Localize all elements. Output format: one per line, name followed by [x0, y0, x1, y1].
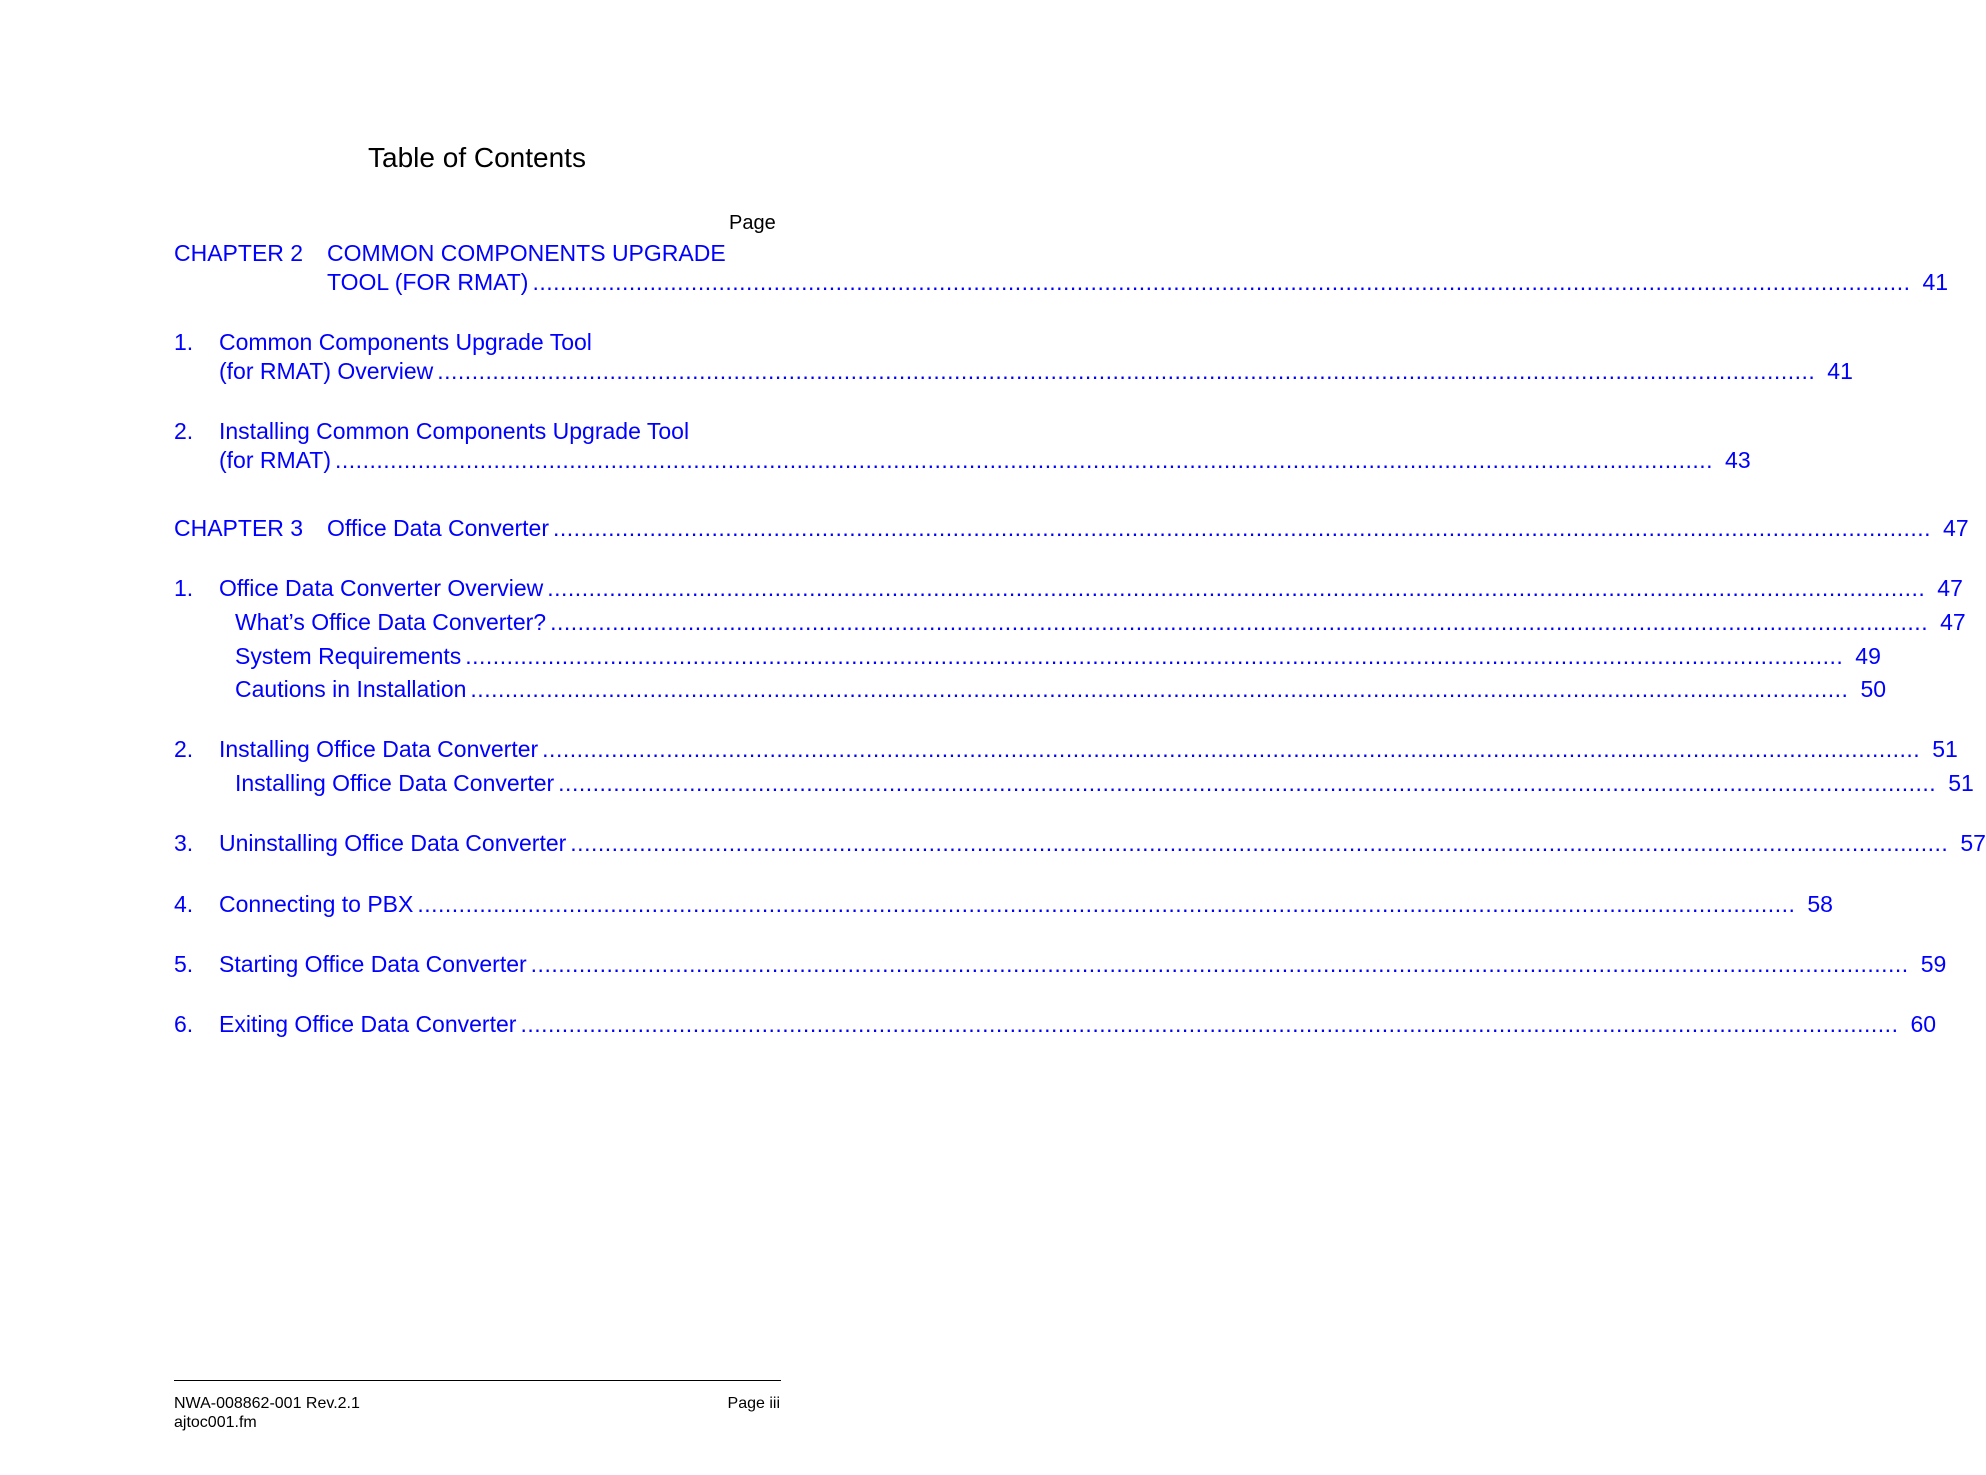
toc-section-ch2-2-line2[interactable]: [0, 445, 1751, 475]
dot-leader: ........................................................................................................................................................................................................: [437, 358, 1816, 384]
page-number: 41: [1827, 358, 1853, 384]
dot-leader: ........................................................................................................................................................................................................: [547, 575, 1926, 601]
page-number: 58: [1807, 891, 1833, 917]
dot-leader: ........................................................................................................................................................................................................: [465, 643, 1844, 669]
toc-section-ch2-1-line1[interactable]: [174, 327, 874, 357]
section-number: 1.: [174, 329, 194, 355]
dot-leader: ........................................................................................................................................................................................................: [470, 676, 1849, 702]
dot-leader: ........................................................................................................................................................................................................: [335, 447, 1714, 473]
footer-doc-number: NWA-008862-001 Rev.2.1: [174, 1395, 360, 1412]
page-title: Table of Contents: [368, 142, 586, 173]
subsection-title: Cautions in Installation: [235, 676, 467, 702]
dot-leader: ........................................................................................................................................................................................................: [550, 609, 1929, 635]
toc-subsection-ch3-1-1[interactable]: [0, 607, 1966, 637]
dot-leader: ........................................................................................................................................................................................................: [570, 830, 1949, 856]
page-column-label: Page: [729, 212, 776, 234]
subsection-title: System Requirements: [235, 643, 462, 669]
toc-section-ch2-1-line2[interactable]: [0, 356, 1853, 386]
toc-section-ch3-1[interactable]: [0, 573, 1963, 603]
dot-leader: ........................................................................................................................................................................................................: [417, 891, 1796, 917]
section-title: Starting Office Data Converter: [219, 951, 527, 977]
chapter-title-line2: TOOL (FOR RMAT): [327, 269, 529, 295]
footer-file-name: ajtoc001.fm: [174, 1414, 257, 1431]
toc-section-ch3-3[interactable]: [0, 828, 1986, 858]
page-number: 60: [1910, 1011, 1937, 1037]
section-number: 6.: [174, 1011, 194, 1037]
footer-rule: [174, 1380, 781, 1381]
toc-section-ch2-2-line1[interactable]: [174, 416, 874, 446]
dot-leader: ........................................................................................................................................................................................................: [532, 269, 1911, 295]
section-number: 2.: [174, 736, 194, 762]
dot-leader: ........................................................................................................................................................................................................: [558, 770, 1937, 796]
page-number: 43: [1725, 447, 1751, 473]
toc-section-ch3-5[interactable]: [0, 949, 1947, 979]
toc-chapter-2-title-line1[interactable]: [327, 238, 726, 268]
section-title: Connecting to PBX: [219, 891, 414, 917]
section-title-line1: Installing Common Components Upgrade Tool: [219, 418, 690, 444]
section-number: 2.: [174, 418, 194, 444]
section-title: Office Data Converter Overview: [219, 575, 544, 601]
section-number: 3.: [174, 830, 194, 856]
toc-section-ch3-4[interactable]: [0, 889, 1833, 919]
section-title-line2: (for RMAT): [219, 447, 332, 473]
section-number: 1.: [174, 575, 194, 601]
toc-subsection-ch3-1-2[interactable]: [0, 641, 1881, 671]
chapter-label: CHAPTER 2: [174, 240, 304, 266]
page-number: 41: [1922, 269, 1949, 295]
chapter-title: Office Data Converter: [327, 515, 550, 541]
section-title: Exiting Office Data Converter: [219, 1011, 517, 1037]
dot-leader: ........................................................................................................................................................................................................: [553, 515, 1932, 541]
dot-leader: ........................................................................................................................................................................................................: [542, 736, 1921, 762]
chapter-label: CHAPTER 3: [174, 515, 304, 541]
toc-subsection-ch3-2-1[interactable]: [0, 768, 1974, 798]
subsection-title: What’s Office Data Converter?: [235, 609, 547, 635]
toc-chapter-2-title-line2[interactable]: [0, 267, 1949, 297]
page-number: 47: [1940, 609, 1966, 635]
section-title-line2: (for RMAT) Overview: [219, 358, 434, 384]
page-number: 47: [1937, 575, 1963, 601]
toc-section-ch3-6[interactable]: [0, 1009, 1937, 1039]
toc-chapter-3[interactable]: [0, 513, 1969, 543]
section-title: Installing Office Data Converter: [219, 736, 539, 762]
section-number: 5.: [174, 951, 194, 977]
page-number: 51: [1948, 770, 1974, 796]
page-number: 51: [1932, 736, 1958, 762]
section-title: Uninstalling Office Data Converter: [219, 830, 567, 856]
subsection-title: Installing Office Data Converter: [235, 770, 555, 796]
page-number: 57: [1960, 830, 1986, 856]
dot-leader: ........................................................................................................................................................................................................: [530, 951, 1909, 977]
page-number: 47: [1943, 515, 1969, 541]
page-number: 49: [1855, 643, 1881, 669]
toc-subsection-ch3-1-3[interactable]: [0, 674, 1887, 704]
toc-section-ch3-2[interactable]: [0, 734, 1958, 764]
section-number: 4.: [174, 891, 194, 917]
page-number: 59: [1920, 951, 1947, 977]
footer-page-label: Page iii: [727, 1395, 780, 1412]
dot-leader: ........................................................................................................................................................................................................: [520, 1011, 1899, 1037]
toc-chapter-2-label[interactable]: [174, 238, 303, 268]
chapter-title-line1: COMMON COMPONENTS UPGRADE: [327, 240, 726, 266]
page-number: 50: [1860, 676, 1887, 702]
section-title-line1: Common Components Upgrade Tool: [219, 329, 592, 355]
